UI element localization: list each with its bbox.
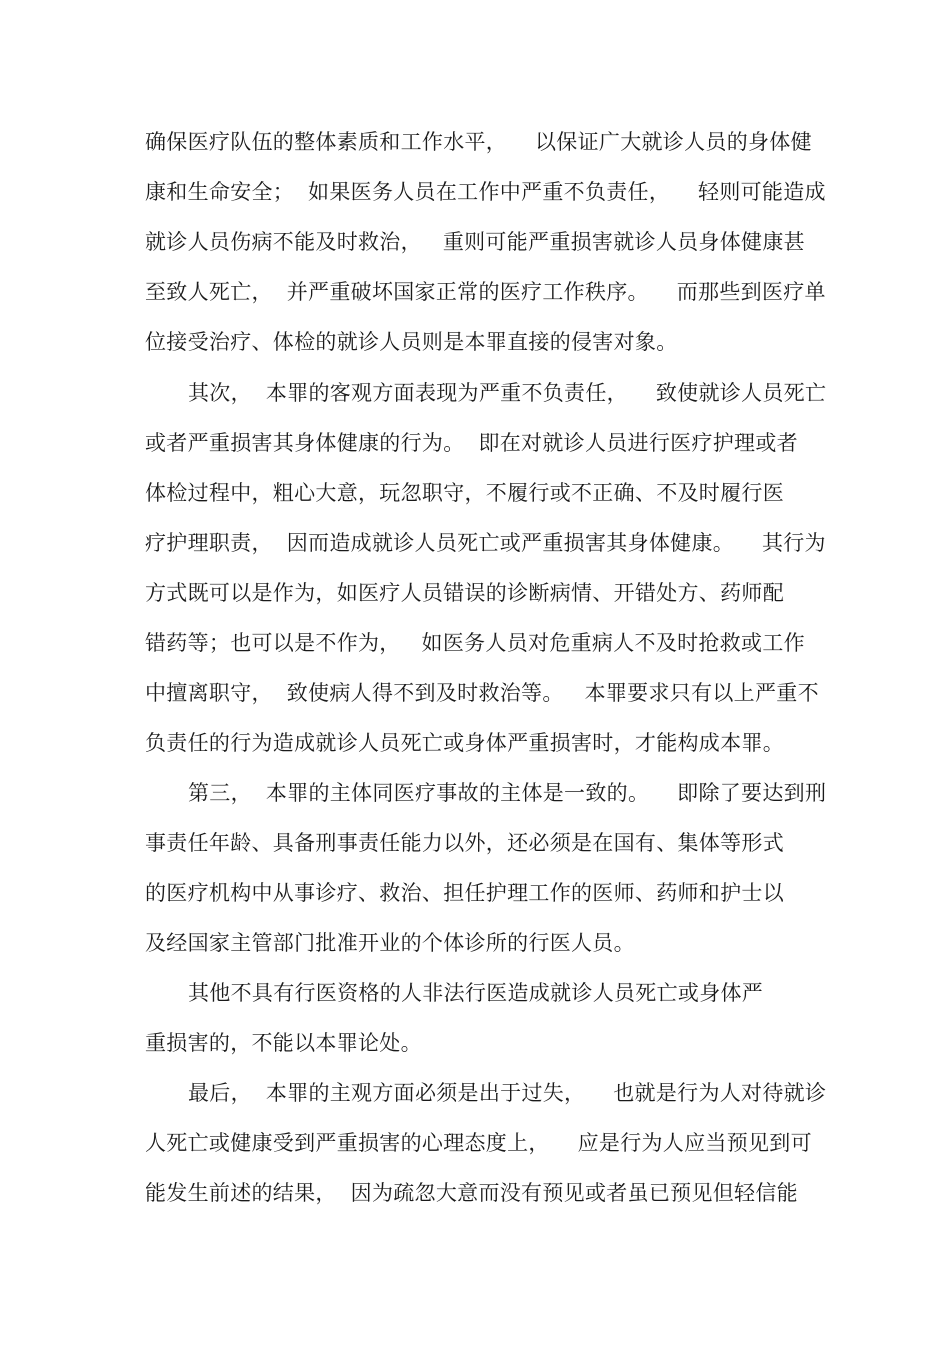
text-line: 方式既可以是作为，如医疗人员错误的诊断病情、开错处方、药师配 [145,581,784,605]
text-line: 事责任年龄、具备刑事责任能力以外，还必须是在国有、集体等形式 [145,831,784,855]
paragraph-start-line: 最后， 本罪的主观方面必须是出于过失， 也就是行为人对待就诊 [188,1081,827,1105]
text-line: 能发生前述的结果， 因为疏忽大意而没有预见或者虽已预见但轻信能 [145,1181,798,1205]
text-line: 负责任的行为造成就诊人员死亡或身体严重损害时，才能构成本罪。 [145,731,784,755]
text-line: 疗护理职责， 因而造成就诊人员死亡或严重损害其身体健康。 其行为 [145,531,826,555]
text-line: 中擅离职守， 致使病人得不到及时救治等。 本罪要求只有以上严重不 [145,681,819,705]
text-line: 或者严重损害其身体健康的行为。 即在对就诊人员进行医疗护理或者 [145,431,798,455]
text-line: 至致人死亡， 并严重破坏国家正常的医疗工作秩序。 而那些到医疗单 [145,280,826,304]
text-line: 康和生命安全； 如果医务人员在工作中严重不负责任， 轻则可能造成 [145,180,826,204]
text-line: 位接受治疗、体检的就诊人员则是本罪直接的侵害对象。 [145,330,678,354]
paragraph-start-line: 其他不具有行医资格的人非法行医造成就诊人员死亡或身体严 [188,981,764,1005]
text-line: 重损害的，不能以本罪论处。 [145,1031,422,1055]
text-line: 人死亡或健康受到严重损害的心理态度上， 应是行为人应当预见到可 [145,1131,812,1155]
text-line: 体检过程中，粗心大意，玩忽职守，不履行或不正确、不及时履行医 [145,481,784,505]
paragraph-start-line: 其次， 本罪的客观方面表现为严重不负责任， 致使就诊人员死亡 [188,381,827,405]
text-line: 错药等；也可以是不作为， 如医务人员对危重病人不及时抢救或工作 [145,631,805,655]
text-line: 就诊人员伤病不能及时救治， 重则可能严重损害就诊人员身体健康甚 [145,230,805,254]
paragraph-start-line: 第三， 本罪的主体同医疗事故的主体是一致的。 即除了要达到刑 [188,781,827,805]
text-line: 的医疗机构中从事诊疗、救治、担任护理工作的医师、药师和护士以 [145,881,784,905]
text-line: 确保医疗队伍的整体素质和工作水平， 以保证广大就诊人员的身体健 [145,130,812,154]
text-line: 及经国家主管部门批准开业的个体诊所的行医人员。 [145,931,635,955]
